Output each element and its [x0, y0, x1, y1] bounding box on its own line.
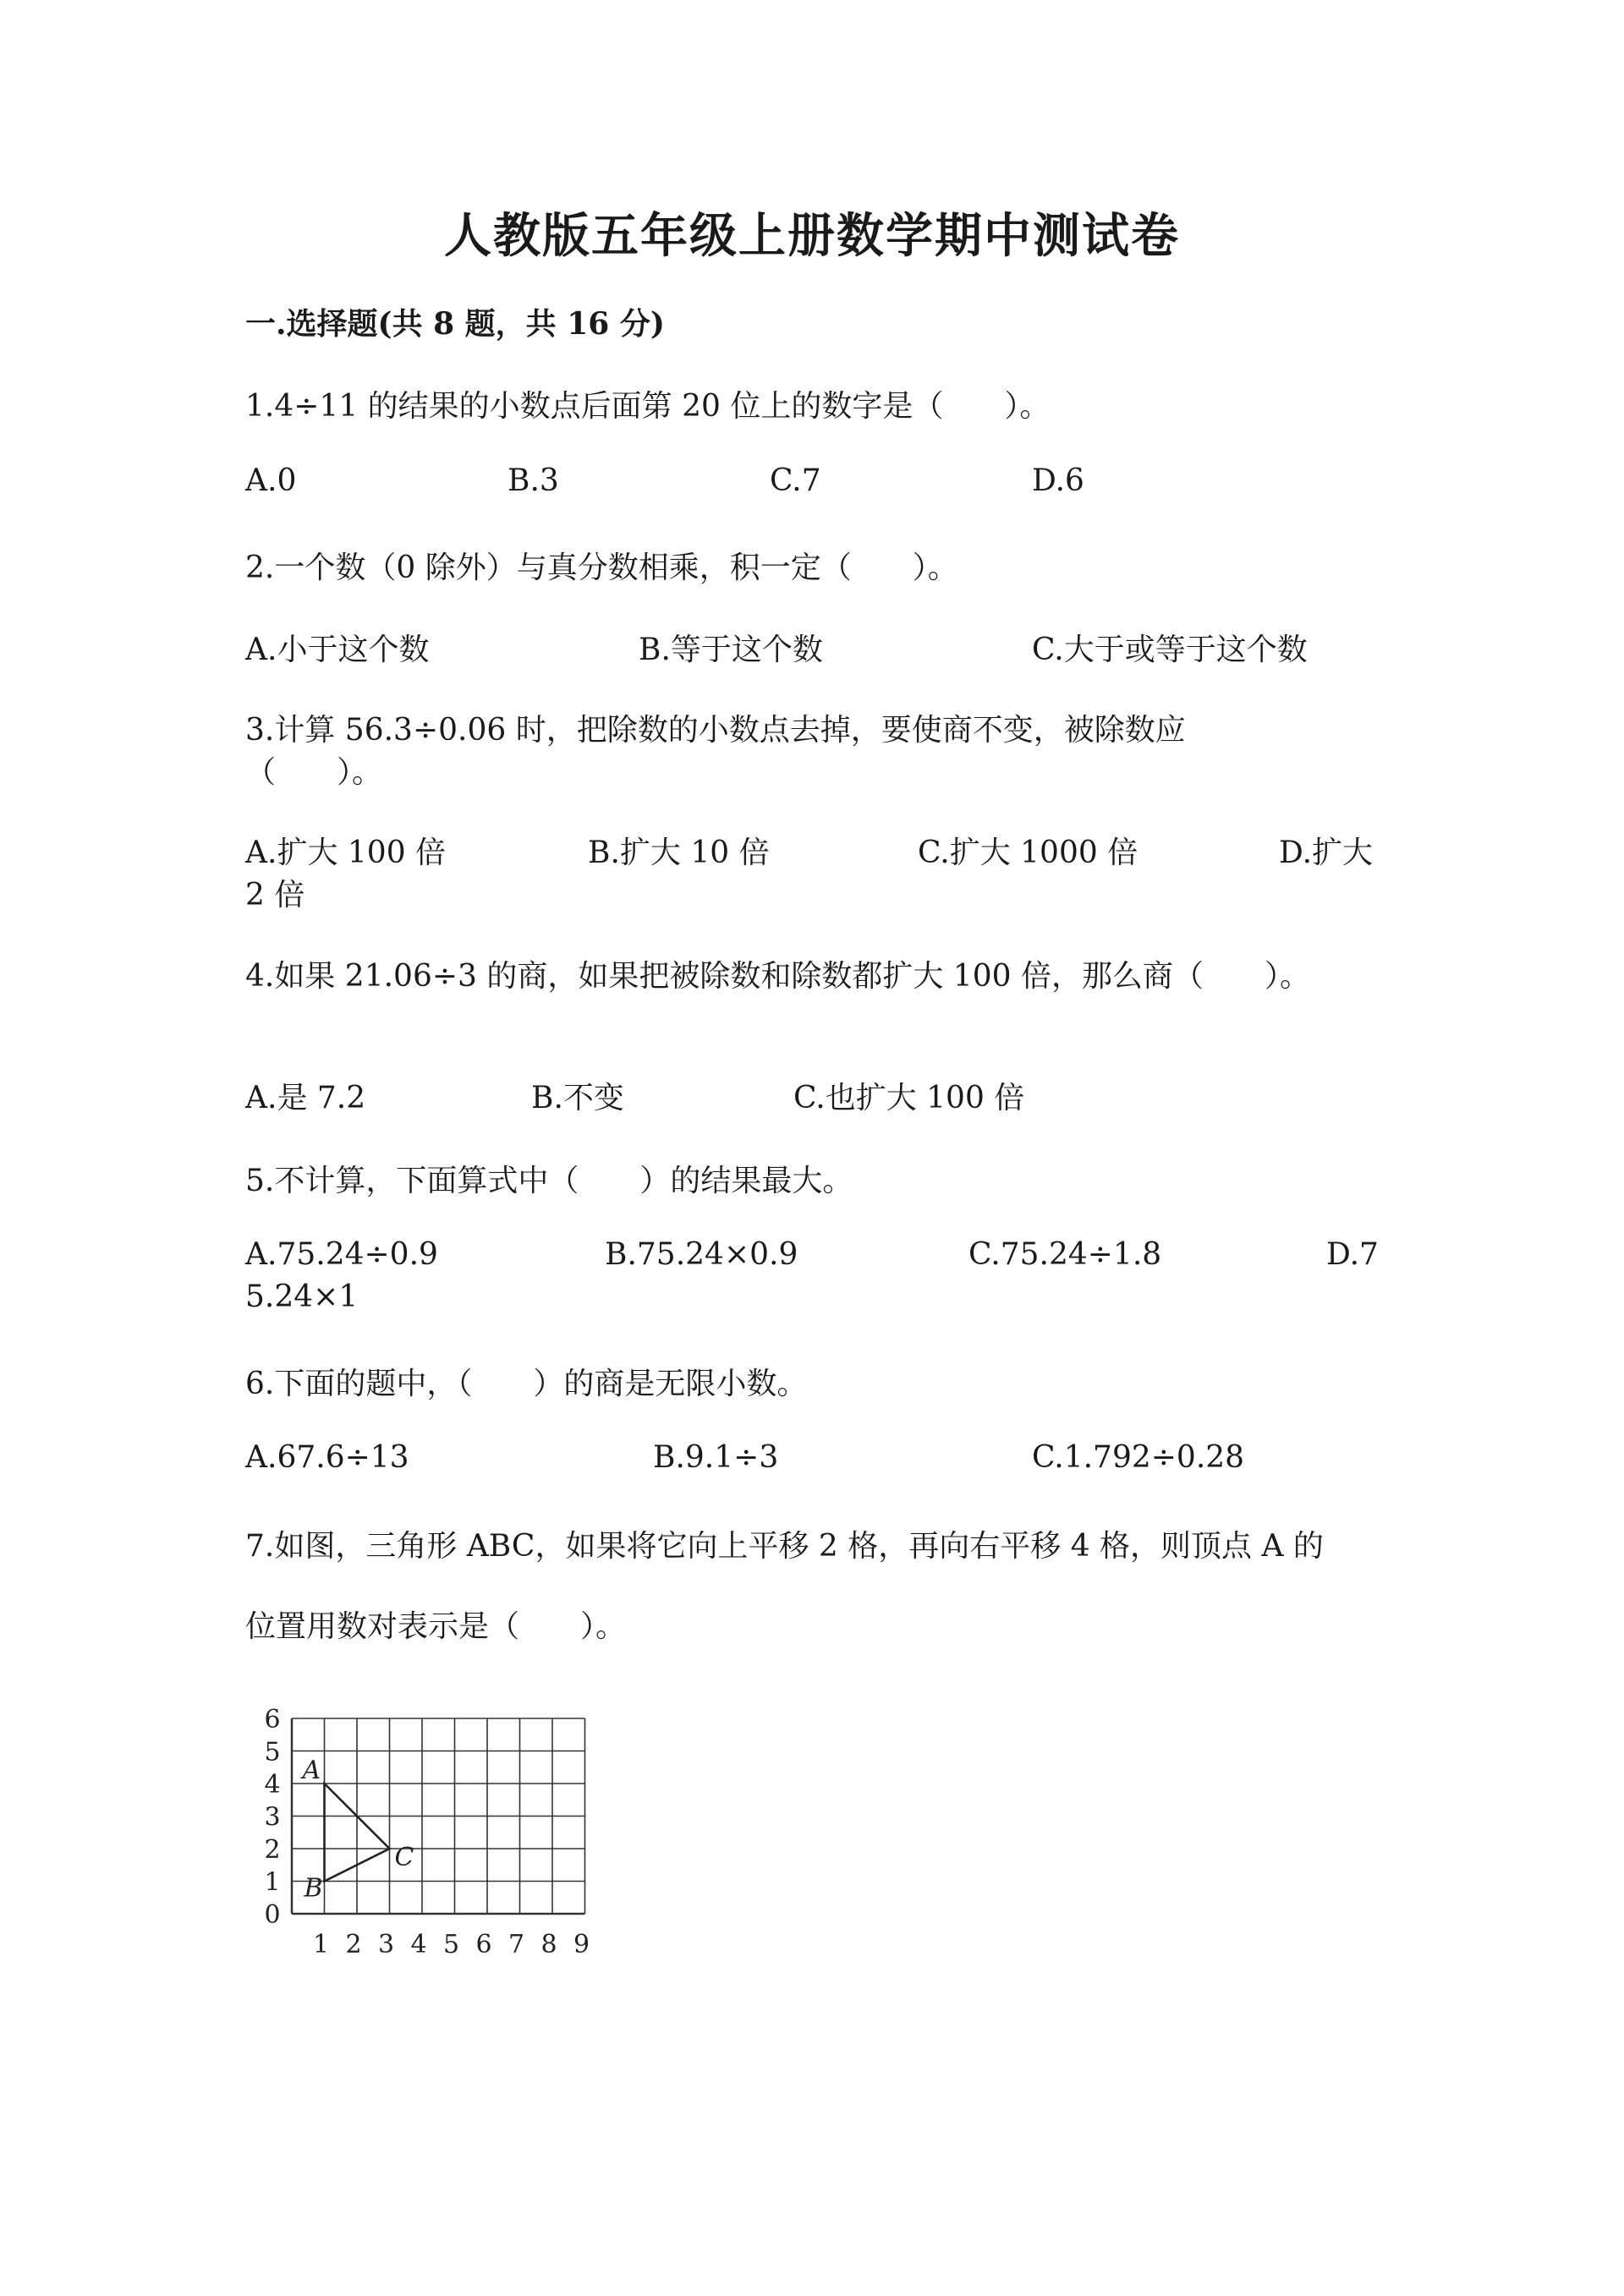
x-tick-label: 8 — [540, 1930, 557, 1959]
question-3-stem-line1: 3.计算 56.3÷0.06 时，把除数的小数点去掉，要使商不变，被除数应 — [245, 713, 1186, 748]
question-2-option-c: C.大于或等于这个数 — [1032, 633, 1308, 667]
question-5-option-d-wrap: 5.24×1 — [245, 1280, 359, 1314]
question-7-stem-line2: 位置用数对表示是（ ）。 — [245, 1609, 627, 1644]
question-7-stem-line1: 7.如图，三角形 ABC，如果将它向上平移 2 格，再向右平移 4 格，则顶点 A 的 — [245, 1529, 1324, 1564]
coordinate-grid — [254, 1708, 626, 1979]
coordinate-grid-figure — [254, 1708, 626, 1982]
question-3-stem-line2: （ ）。 — [245, 755, 383, 790]
x-tick-label: 5 — [442, 1930, 460, 1959]
question-4-stem: 4.如果 21.06÷3 的商，如果把被除数和除数都扩大 100 倍，那么商（ ）。 — [245, 959, 1310, 994]
question-6-option-c: C.1.792÷0.28 — [1032, 1440, 1245, 1475]
question-3-option-b: B.扩大 10 倍 — [588, 836, 770, 870]
x-tick-label: 7 — [508, 1930, 525, 1959]
x-tick-label: 1 — [312, 1930, 330, 1959]
x-tick-label: 9 — [573, 1930, 590, 1959]
y-tick-label: 5 — [264, 1737, 281, 1767]
x-tick-label: 2 — [345, 1930, 362, 1959]
question-5-option-c: C.75.24÷1.8 — [968, 1237, 1162, 1272]
x-tick-label: 3 — [377, 1930, 395, 1959]
y-axis-ticks — [264, 1708, 280, 1930]
question-6-stem: 6.下面的题中，（ ）的商是无限小数。 — [245, 1367, 808, 1401]
question-4-option-b: B.不变 — [531, 1081, 624, 1115]
x-axis-ticks — [313, 1930, 590, 1959]
question-2-option-b: B.等于这个数 — [639, 633, 823, 667]
y-tick-label: 1 — [264, 1867, 281, 1898]
question-1-stem: 1.4÷11 的结果的小数点后面第 20 位上的数字是（ ）。 — [245, 389, 1051, 424]
question-5-option-d: D.7 — [1326, 1237, 1379, 1272]
x-tick-label: 4 — [410, 1930, 427, 1959]
question-4-option-a: A.是 7.2 — [245, 1081, 366, 1115]
question-3-option-d-wrap: 2 倍 — [245, 878, 305, 912]
y-tick-label: 2 — [264, 1835, 281, 1865]
section-header: 一.选择题(共 8 题，共 16 分) — [245, 306, 665, 342]
question-6-option-a: A.67.6÷13 — [245, 1440, 409, 1475]
vertex-label-c: C — [394, 1843, 414, 1872]
vertex-label-a: A — [302, 1756, 321, 1785]
page-title: 人教版五年级上册数学期中测试卷 — [444, 208, 1180, 264]
y-tick-label: 4 — [264, 1770, 281, 1800]
question-3-option-c: C.扩大 1000 倍 — [918, 836, 1138, 870]
question-1-option-b: B.3 — [508, 463, 559, 498]
question-5-option-b: B.75.24×0.9 — [605, 1237, 798, 1272]
y-tick-label: 0 — [264, 1900, 281, 1930]
y-tick-label: 3 — [264, 1802, 281, 1833]
vertex-label-b: B — [304, 1873, 323, 1904]
question-1-option-c: C.7 — [770, 463, 821, 498]
question-5-stem: 5.不计算，下面算式中（ ）的结果最大。 — [245, 1164, 853, 1198]
question-3-option-d: D.扩大 — [1279, 836, 1374, 870]
y-tick-label: 6 — [264, 1708, 281, 1734]
question-3-option-a: A.扩大 100 倍 — [245, 836, 447, 870]
question-2-stem: 2.一个数（0 除外）与真分数相乘，积一定（ ）。 — [245, 551, 958, 585]
question-6-option-b: B.9.1÷3 — [653, 1440, 779, 1475]
x-tick-label: 6 — [475, 1930, 492, 1959]
question-4-option-c: C.也扩大 100 倍 — [793, 1081, 1025, 1115]
question-2-option-a: A.小于这个数 — [245, 633, 430, 667]
question-1-option-d: D.6 — [1032, 463, 1084, 498]
grid-lines — [292, 1718, 585, 1914]
question-1-option-a: A.0 — [245, 463, 297, 498]
question-5-option-a: A.75.24÷0.9 — [245, 1237, 438, 1272]
